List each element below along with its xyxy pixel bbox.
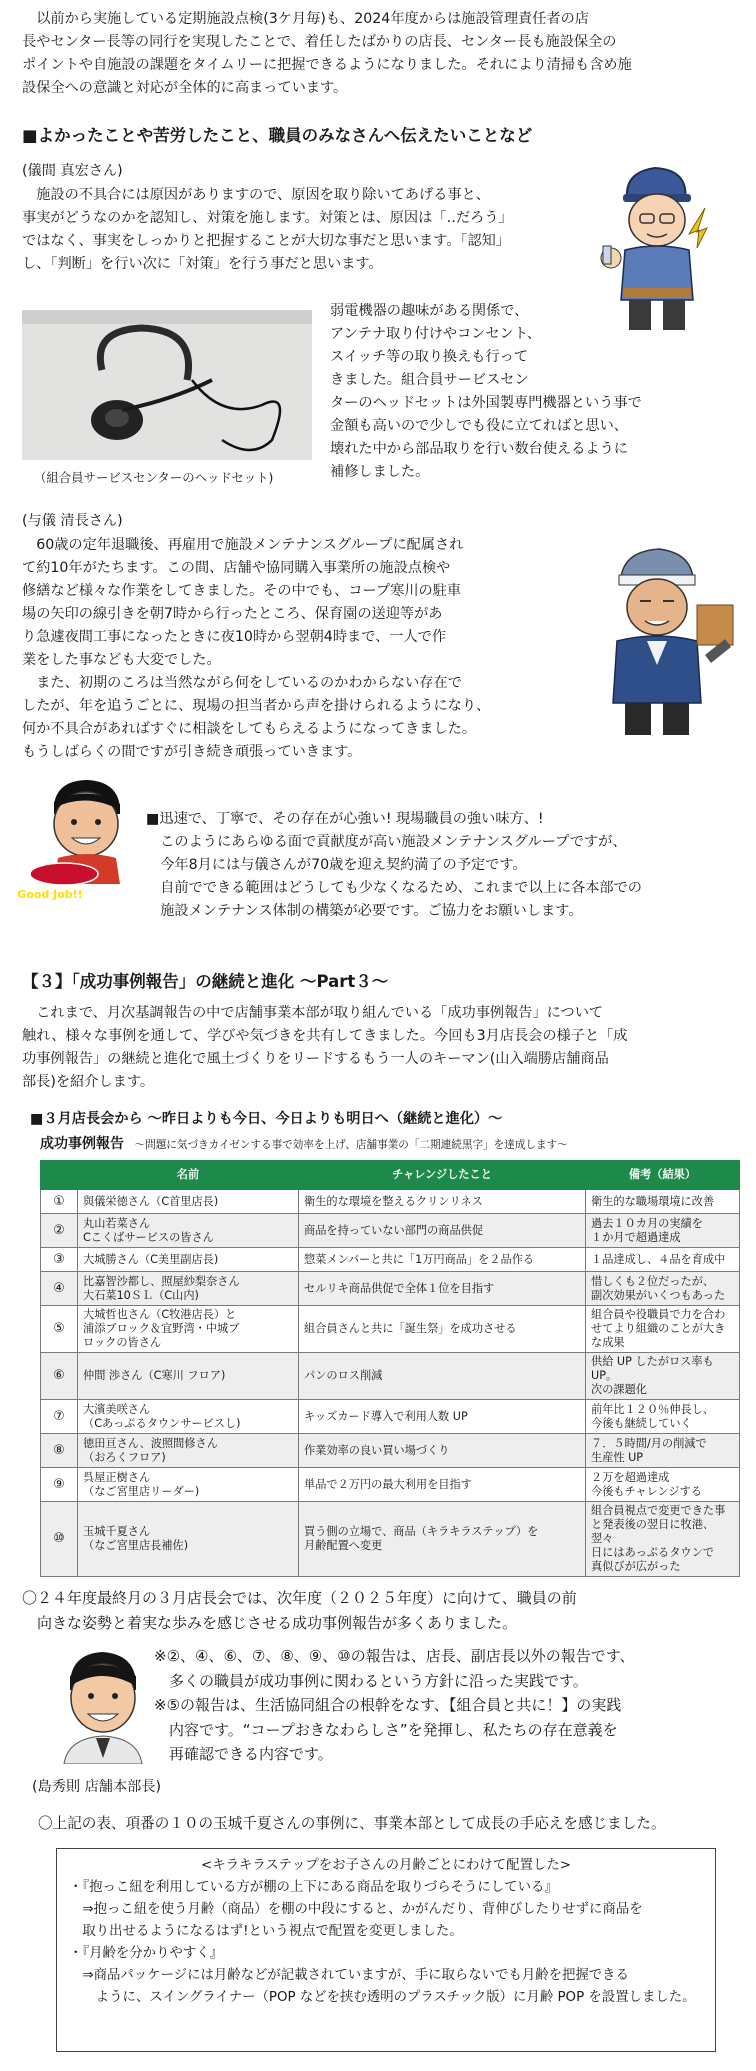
table-title: 成功事例報告 (40, 1136, 124, 1152)
section3-intro (22, 1002, 742, 1094)
row-challenge: セルリキ商品供促で全体１位を目指す (299, 1272, 586, 1306)
row-name: 徳田亘さん、波照間修さん （おろくフロア) (78, 1434, 299, 1468)
person2-line: て約10年がたちます。この間、店舗や協同購入事業所の施設点検や (22, 560, 451, 576)
headset-photo (22, 310, 312, 460)
person2-name: (与儀 清長さん) (22, 513, 123, 529)
row-name: 大濱美咲さん （Cあっぷるタウンサービスし) (78, 1400, 299, 1434)
section3-intro-line: 功事例報告」の継続と進化で風土づくりをリードするもう一人のキーマン(山入端勝店舗商品 (22, 1051, 609, 1067)
table-row (41, 1353, 740, 1400)
table-subtitle: ～問題に気づきカイゼンする事で効率を上げ、店舗事業の「二期連続黒字」を達成します～ (134, 1139, 568, 1151)
row-number: ⑦ (41, 1400, 78, 1434)
person3-name: (島秀則 店舗本部長) (32, 1779, 162, 1795)
person1-name: (儀間 真宏さん) (22, 163, 123, 179)
after-table-text (22, 1586, 742, 1636)
section3-title: 【３】「成功事例報告」の継続と進化 ～Part３～ (22, 972, 389, 991)
row-challenge: 商品を持っていない部門の商品供促 (299, 1214, 586, 1248)
box-line: ように、スイングライナー（POP などを挟む透明のプラスチック版）に月齢 POP を設置しました。 (69, 1990, 696, 2005)
row-challenge: 衛生的な環境を整えるクリンリネス (299, 1190, 586, 1214)
row-name: 大城勝さん（C美里副店長) (78, 1248, 299, 1272)
intro-line: 設保全への意識と対応が全体的に高まっています。 (22, 80, 348, 96)
closing-line: 自前でできる範囲はどうしても少なくなるため、これまで以上に各本部での (146, 880, 642, 896)
row-challenge: 単品で２万円の最大利用を目指す (299, 1468, 586, 1502)
row-number: ① (41, 1190, 78, 1214)
headset-line: アンテナ取り付けやコンセント、 (330, 326, 541, 342)
table-row (41, 1248, 740, 1272)
row-result: 供給 UP したがロス率も UP。 次の課題化 (586, 1353, 740, 1400)
headset-line: ターのヘッドセットは外国製専門機器という事で (330, 395, 642, 411)
row-number: ⑧ (41, 1434, 78, 1468)
row-name: 比嘉智沙都し、照屋紗梨奈さん 大石菜10ＳＬ（C山内) (78, 1272, 299, 1306)
person1-text (22, 184, 582, 276)
headset-line: 弱電機器の趣味がある関係で、 (330, 303, 529, 319)
column-header: 名前 (78, 1161, 299, 1190)
row-number: ③ (41, 1248, 78, 1272)
table-row (41, 1468, 740, 1502)
notes-text (154, 1644, 744, 1767)
box-line: ・『抱っこ紐を利用している方が棚の上下にある商品を取りづらそうにしている』 (69, 1880, 558, 1895)
section3-intro-line: 部長)を紹介します。 (22, 1074, 155, 1090)
after-table-line: 向きな姿勢と着実な歩みを感じさせる成功事例報告が多くありました。 (22, 1614, 518, 1632)
row-result: 前年比１２０％伸長し、 今後も継続していく (586, 1400, 740, 1434)
row-name: 玉城千夏さん （なご宮里店長補佐) (78, 1502, 299, 1577)
headset-line: 壊れた中から部品取りを行い数台使えるように (330, 441, 628, 457)
person1-line: し、「判断」を行い次に「対策」を行う事だと思います。 (22, 256, 383, 272)
note-line: 内容です。“コープおきなわらしさ”を発揮し、私たちの存在意義を (154, 1720, 618, 1739)
row-number: ② (41, 1214, 78, 1248)
kirakira-step-box (56, 1848, 716, 2052)
person2-line: 何か不具合があればすぐに相談をしてもらえるようになってきました。 (22, 721, 477, 737)
section1-title: ■よかったことや苦労したこと、職員のみなさんへ伝えたいことなど (22, 126, 533, 145)
headset-line: 補修しました。 (330, 464, 430, 480)
row-challenge: 惣菜メンバーと共に「1万円商品」を２品作る (299, 1248, 586, 1272)
intro-line: 以前から実施している定期施設点検(3ケ月毎)も、2024年度からは施設管理責任者の店 (22, 11, 589, 27)
row-number: ⑩ (41, 1502, 78, 1577)
table-heading (40, 1133, 740, 1157)
after-table-line: 〇２４年度最終月の３月店長会では、次年度（２０２５年度）に向けて、職員の前 (22, 1589, 577, 1607)
table-row (41, 1214, 740, 1248)
row-result: ７．５時間/月の削減で 生産性 UP (586, 1434, 740, 1468)
table-row (41, 1272, 740, 1306)
row-challenge: キッズカード導入で利用人数 UP (299, 1400, 586, 1434)
note-line: ※②、④、⑥、⑦、⑧、⑨、⑩の報告は、店長、副店長以外の報告です、 (154, 1647, 635, 1665)
box-title: <キラキラステップをお子さんの月齢ごとにわけて配置した> (201, 1858, 571, 1873)
note-line: ※⑤の報告は、生活協同組合の根幹をなす、【組合員と共に！】の実践 (154, 1696, 622, 1714)
box-line: ⇒商品パッケージには月齢などが記載されていますが、手に取らないでも月齢を把握できる (69, 1968, 629, 1983)
box-line: ・『月齢を分かりやすく』 (69, 1946, 223, 1961)
table-row (41, 1400, 740, 1434)
closing-line: ■迅速で、丁寧で、その存在が心強い! 現場職員の強い味方、! (146, 811, 544, 827)
worker-illustration-2 (585, 535, 735, 745)
person1-line: 施設の不具合には原因がありますので、原因を取り除いてあげる事と、 (22, 187, 490, 203)
intro-paragraph (22, 8, 742, 100)
person2-line: 60歳の定年退職後、再雇用で施設メンテナンスグループに配属され (22, 537, 464, 553)
table-body (41, 1190, 740, 1577)
row-result: 組合員視点で変更できた事 と発表後の翌日に牧港、翌々 日にはあっぷるタウンで 真似びが広がった (586, 1502, 740, 1577)
intro-line: 長やセンター長等の同行を実現したことで、着任したばかりの店長、センター長も施設保全の (22, 34, 617, 50)
person2-line: 業をした事なども大変でした。 (22, 652, 221, 668)
person2-line: もうしばらくの間ですが引き続き頑張っていきます。 (22, 744, 362, 760)
row-name: 仲間 渉さん（C寒川 フロア) (78, 1353, 299, 1400)
headset-line: スイッチ等の取り換えも行って (330, 349, 529, 365)
row-result: １品達成し、４品を育成中 (586, 1248, 740, 1272)
table-row (41, 1502, 740, 1577)
headset-line: 金額も高いので少しでも役に立てればと思い、 (330, 418, 628, 434)
box-line: 取り出せるようになるはず!という視点で配置を変更しました。 (69, 1924, 463, 1939)
closing-line: このようにあらゆる面で貢献度が高い施設メンテナンスグループですが、 (146, 834, 627, 850)
row-result: 惜しくも２位だったが、 副次効果がいくつもあった (586, 1272, 740, 1306)
box-line: ⇒抱っこ紐を使う月齢（商品）を棚の中段にすると、かがんだり、背伸びしたりせずに商品を (69, 1902, 643, 1917)
row-challenge: 組合員さんと共に「誕生祭」を成功させる (299, 1306, 586, 1353)
row-challenge: パンのロス削減 (299, 1353, 586, 1400)
person2-line: 場の矢印の線引きを朝7時から行ったところ、保育園の送迎等があ (22, 606, 443, 622)
manager-illustration (50, 1646, 154, 1764)
headset-caption: （組合員サービスセンターのヘッドセット) (34, 470, 274, 485)
person2-line: したが、年を追うごとに、現場の担当者から声を掛けられるようになり、 (22, 698, 491, 714)
section3-intro-line: 触れ、様々な事例を通して、学びや気づきを共有してきました。今回も3月店長会の様子と「成 (22, 1028, 628, 1044)
column-header: 備考（結果） (586, 1161, 740, 1190)
person2-line: 修繕など様々な作業をしてきました。その中でも、コープ寒川の駐車 (22, 583, 462, 599)
good-job-badge: Good Job!! (17, 888, 83, 901)
headset-image (22, 310, 312, 460)
column-header: チャレンジしたこと (299, 1161, 586, 1190)
closing-line: 施設メンテナンス体制の構築が必要です。ご協力をお願いします。 (146, 903, 583, 919)
success-report-table (40, 1160, 740, 1577)
row-result: ２万を超過達成 今後もチャレンジする (586, 1468, 740, 1502)
row-number: ⑨ (41, 1468, 78, 1502)
row-result: 過去１０カ月の実績を １か月で超過達成 (586, 1214, 740, 1248)
row-challenge: 作業効率の良い買い場づくり (299, 1434, 586, 1468)
row-name: 大城哲也さん（C牧港店長）と 浦添ブロック＆宜野湾・中城ブ ロックの皆さん (78, 1306, 299, 1353)
intro-line: ポイントや自施設の課題をタイムリーに把握できるようになりました。それにより清掃も含め施 (22, 57, 632, 73)
table-note: 〇上記の表、項番の１０の玉城千夏さんの事例に、事業本部として成長の手応えを感じました。 (38, 1815, 666, 1832)
headset-text (330, 300, 740, 484)
table-row (41, 1434, 740, 1468)
note-line: 多くの職員が成功事例に関わるという方針に沿った実践です。 (154, 1671, 588, 1690)
row-result: 組合員や役職員で力を合わ せてより組織のことが大き な成果 (586, 1306, 740, 1353)
person1-line: ではなく、事実をしっかりと把握することが大切な事だと思います。「認知」 (22, 233, 511, 249)
person2-line: り急遽夜間工事になったときに夜10時から翌朝4時まで、一人で作 (22, 629, 447, 645)
row-name: 與儀栄徳さん（C首里店長) (78, 1190, 299, 1214)
table-row (41, 1306, 740, 1353)
person2-line: また、初期のころは当然ながら何をしているのかわからない存在で (22, 675, 462, 691)
table-row (41, 1190, 740, 1214)
row-name: 呉屋正樹さん （なご宮里店リーダー) (78, 1468, 299, 1502)
closing-line: 今年8月には与儀さんが70歳を迎え契約満了の予定です。 (146, 857, 527, 873)
person1-line: 事実がどうなのかを認知し、対策を施します。対策とは、原因は「‥だろう」 (22, 210, 513, 226)
good-job-illustration (28, 774, 140, 896)
column-header (41, 1161, 78, 1190)
section3-intro-line: これまで、月次基調報告の中で店舗事業本部が取り組んでいる「成功事例報告」について (22, 1005, 604, 1021)
section3-subtitle: ■３月店長会から ～昨日よりも今日、今日よりも明日へ（継続と進化）～ (30, 1111, 503, 1127)
table-header-row (41, 1161, 740, 1190)
headset-line: きました。組合員サービスセン (330, 372, 529, 388)
row-result: 衛生的な職場環境に改善 (586, 1190, 740, 1214)
row-challenge: 買う側の立場で、商品（キラキラステップ）を 月齢配置へ変更 (299, 1502, 586, 1577)
closing-text (146, 808, 746, 923)
note-line: 再確認できる内容です。 (154, 1745, 333, 1763)
row-name: 丸山若菜さん Cこくばサービスの皆さん (78, 1214, 299, 1248)
row-number: ⑤ (41, 1306, 78, 1353)
row-number: ④ (41, 1272, 78, 1306)
row-number: ⑥ (41, 1353, 78, 1400)
person2-text (22, 534, 582, 764)
